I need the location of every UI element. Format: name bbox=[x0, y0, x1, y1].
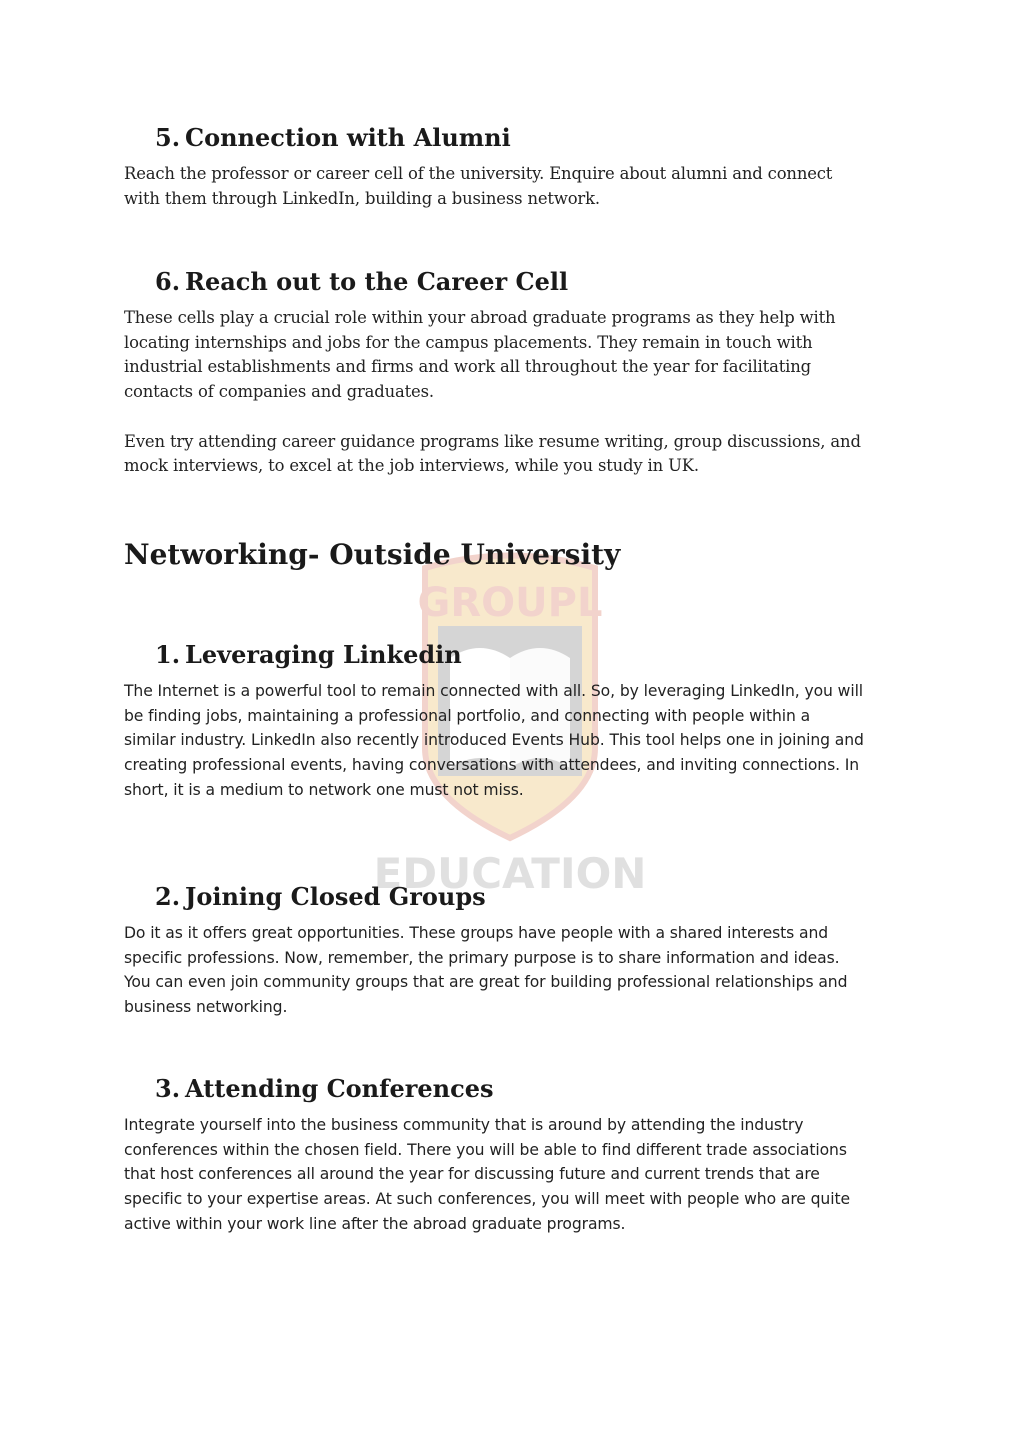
section-paragraph: Integrate yourself into the business community that is around by attending the industry conferences within the chosen field. There you will be able to find different trade associations that host conferences all around the year for discussing future and current trends that are specific to your expertise areas. At such conferences, you will meet with people who are quite active within your work line after the abroad graduate programs. bbox=[124, 1116, 850, 1233]
section-heading bbox=[155, 640, 864, 670]
watermark-top-text: GROUPL bbox=[417, 580, 603, 626]
section-title: Joining Closed Groups bbox=[185, 882, 486, 911]
section-attending-conferences bbox=[124, 1074, 864, 1237]
section-heading bbox=[155, 1074, 864, 1104]
section-heading bbox=[155, 267, 864, 297]
section-paragraph: Reach the professor or career cell of the university. Enquire about alumni and connect with them through LinkedIn, building a business network. bbox=[124, 164, 833, 208]
section-number: 5. bbox=[155, 123, 181, 152]
section-number: 3. bbox=[155, 1074, 181, 1103]
section-leveraging-linkedin bbox=[124, 640, 864, 803]
section-heading bbox=[155, 123, 864, 153]
section-number: 2. bbox=[155, 882, 181, 911]
section-paragraph: These cells play a crucial role within your abroad graduate programs as they help with locating internships and jobs for the campus placements. They remain in touch with industrial establishments and firms and work all throughout the year for facilitating contacts of companies and graduates. bbox=[124, 308, 836, 402]
section-heading bbox=[155, 882, 864, 912]
section-reach-out-career-cell bbox=[124, 267, 864, 479]
section-connection-with-alumni bbox=[124, 123, 864, 211]
networking-outside-heading: Networking- Outside University bbox=[124, 538, 621, 571]
section-title: Attending Conferences bbox=[185, 1074, 494, 1103]
section-title: Connection with Alumni bbox=[185, 123, 511, 152]
section-title: Leveraging Linkedin bbox=[185, 640, 462, 669]
section-title: Reach out to the Career Cell bbox=[185, 267, 569, 296]
section-joining-closed-groups bbox=[124, 882, 864, 1020]
section-paragraph: Even try attending career guidance programs like resume writing, group discussions, and mock interviews, to excel at the job interviews, while you study in UK. bbox=[124, 431, 861, 476]
section-number: 1. bbox=[155, 640, 181, 669]
section-number: 6. bbox=[155, 267, 181, 296]
section-paragraph: The Internet is a powerful tool to remain connected with all. So, by leveraging LinkedIn, you will be finding jobs, maintaining a professional portfolio, and connecting with people within a similar industry. LinkedIn also recently introduced Events Hub. This tool helps one in joining and creating professional events, having conversations with attendees, and inviting connections. In short, it is a medium to network one must not miss. bbox=[124, 682, 864, 799]
section-paragraph: Do it as it offers great opportunities. These groups have people with a shared interests and specific professions. Now, remember, the primary purpose is to share information and ideas. You can even join community groups that are great for building professional relationships and business networking. bbox=[124, 924, 848, 1017]
watermark-bottom-text: EDUCATION bbox=[373, 849, 647, 898]
